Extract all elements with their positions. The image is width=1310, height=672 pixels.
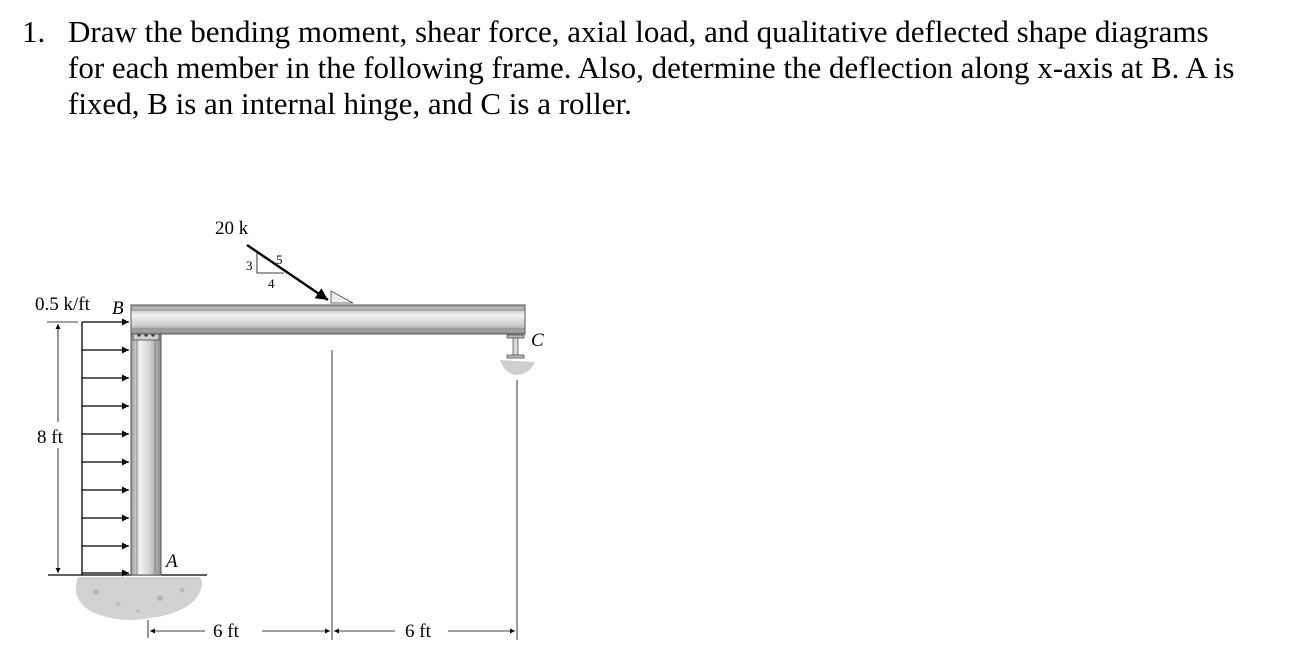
beam-bc (131, 305, 525, 334)
span1-label: 6 ft (213, 621, 239, 642)
load-pad (331, 291, 353, 303)
span2-label: 6 ft (405, 621, 431, 642)
problem-line-1: Draw the bending moment, shear force, axial load, and qualitative deflected shape diagrams (68, 14, 1209, 49)
point-a-label: A (166, 551, 178, 572)
dimension-spans (148, 350, 517, 640)
column-ab (131, 330, 161, 575)
slope-rise-label: 3 (246, 258, 253, 273)
slope-hyp-label: 5 (276, 252, 283, 267)
point-c-label: C (531, 330, 544, 351)
slope-run-label: 4 (268, 276, 275, 291)
distributed-load (82, 322, 129, 575)
point-load-arrow (247, 245, 328, 300)
distributed-load-label: 0.5 k/ft (35, 294, 90, 315)
problem-line-3: fixed, B is an internal hinge, and C is a roller. (68, 86, 632, 121)
point-b-label: B (112, 298, 124, 319)
point-load-20k (247, 245, 353, 303)
fixed-support-a (48, 575, 207, 620)
problem-number: 1. (22, 14, 46, 49)
load-label: 20 k (215, 218, 249, 239)
roller-support-c (500, 335, 535, 375)
column-height-label: 8 ft (37, 427, 63, 448)
problem-line-2: for each member in the following frame. Also, determine the deflection along x-axis at B. A is (68, 50, 1235, 85)
